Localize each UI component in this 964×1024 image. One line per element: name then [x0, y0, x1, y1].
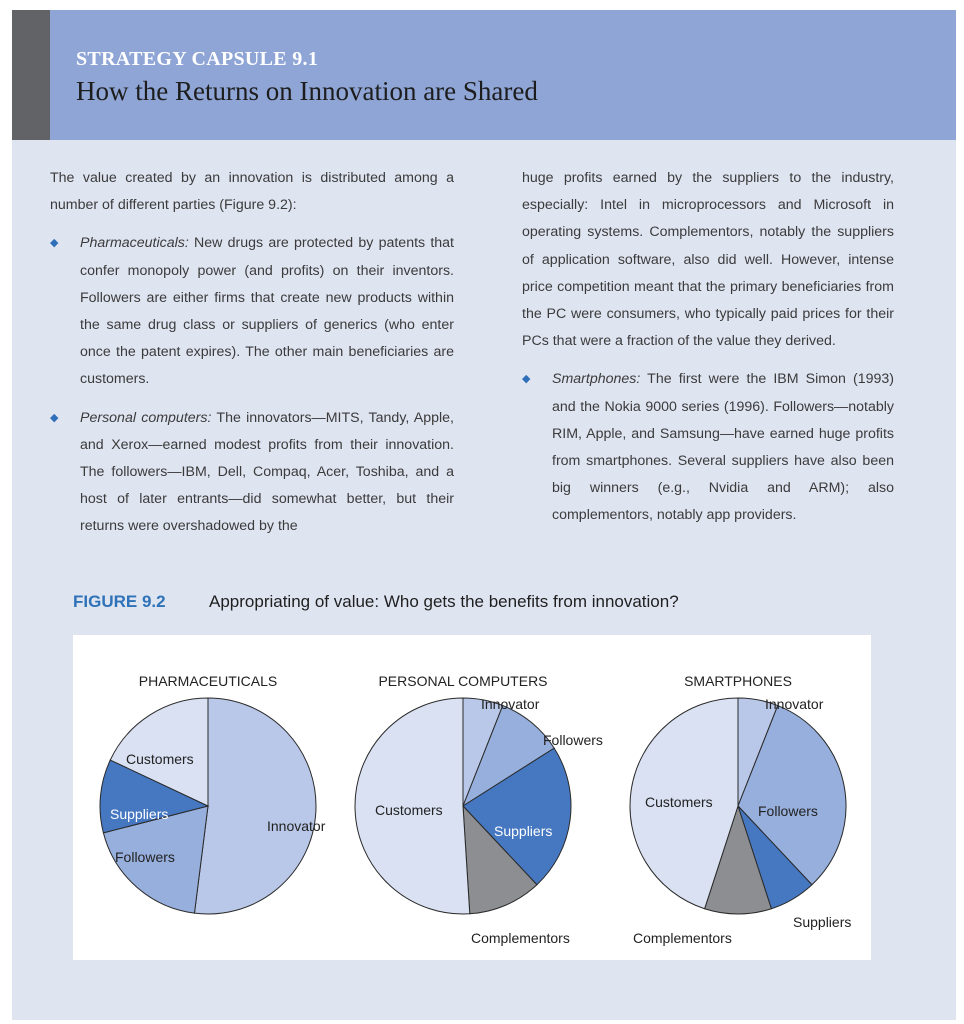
- capsule-label: STRATEGY CAPSULE 9.1: [76, 48, 319, 70]
- pie-label-complementors: Complementors: [633, 930, 732, 946]
- pie-charts: [73, 635, 871, 960]
- capsule-title: How the Returns on Innovation are Shared: [76, 76, 538, 106]
- bullet-text: New drugs are protected by patents that confer monopoly power (and profits) on their inventors. Followers are either firms that create new products within the same drug class or suppliers of generics (who enter once the patent expires). The other main beneficiaries are customers.: [80, 235, 454, 388]
- text-column-left: [50, 165, 454, 541]
- pie-label-innovator: Innovator: [765, 696, 824, 712]
- bullet-personal-computers-continued: huge profits earned by the suppliers to the industry, especially: Intel in microprocessors and Microsoft in operating systems. Complementors, notably the suppliers of application software, also did well. However, intense price competition meant that the primary beneficiaries from the PC were consumers, who typically paid prices for their PCs that were a fraction of the value they derived.: [522, 170, 894, 350]
- bullet-term: Smartphones:: [552, 371, 641, 388]
- pie-title: SMARTPHONES: [684, 673, 792, 689]
- pie-label-followers: Followers: [758, 803, 818, 819]
- bullet-term: Pharmaceuticals:: [80, 235, 189, 252]
- pie-label-innovator: Innovator: [267, 818, 326, 834]
- pie-label-suppliers: Suppliers: [494, 823, 553, 839]
- pie-title: PHARMACEUTICALS: [138, 673, 278, 689]
- pie-label-innovator: Innovator: [481, 696, 540, 712]
- pie-label-suppliers: Suppliers: [110, 806, 169, 822]
- bullet-text: The first were the IBM Simon (1993) and the Nokia 9000 series (1996). Followers—notably RIM, Apple, and Samsung—have earned huge profits from smartphones. Several suppliers have also been big winners (e.g., Nvidia and ARM); also complementors, notably app providers.: [552, 371, 894, 524]
- text-column-right: [522, 165, 894, 530]
- diamond-bullet-icon: ◆: [50, 237, 59, 250]
- pie-label-followers: Followers: [115, 849, 175, 865]
- pie-label-customers: Customers: [375, 802, 443, 818]
- pie-label-customers: Customers: [126, 751, 194, 767]
- pie-label-complementors: Complementors: [471, 930, 570, 946]
- pie-slice-innovator: [194, 698, 316, 914]
- bullet-personal-computers: [50, 405, 454, 541]
- figure-label: FIGURE 9.2: [73, 592, 166, 611]
- pie-label-followers: Followers: [543, 732, 603, 748]
- figure-title: Appropriating of value: Who gets the benefits from innovation?: [209, 592, 679, 611]
- diamond-bullet-icon: ◆: [50, 411, 59, 424]
- bullet-pharmaceuticals: [50, 230, 454, 393]
- pie-title: PERSONAL COMPUTERS: [378, 673, 548, 689]
- pie-label-suppliers: Suppliers: [793, 914, 852, 930]
- capsule-header: [12, 10, 956, 140]
- figure-panel: [73, 635, 871, 960]
- bullet-text: The innovators—MITS, Tandy, Apple, and Xerox—earned modest profits from their innovation. The followers—IBM, Dell, Compaq, Acer, Toshiba, and a host of later entrants—did somewhat better, but their returns were overshadowed by the: [80, 409, 454, 535]
- header-accent-bar: [12, 10, 50, 140]
- bullet-term: Personal computers:: [80, 409, 212, 426]
- diamond-bullet-icon: ◆: [522, 373, 531, 386]
- pie-label-customers: Customers: [645, 794, 713, 810]
- bullet-smartphones: [522, 366, 894, 529]
- intro-paragraph: The value created by an innovation is distributed among a number of different parties (Figure 9.2):: [50, 170, 454, 214]
